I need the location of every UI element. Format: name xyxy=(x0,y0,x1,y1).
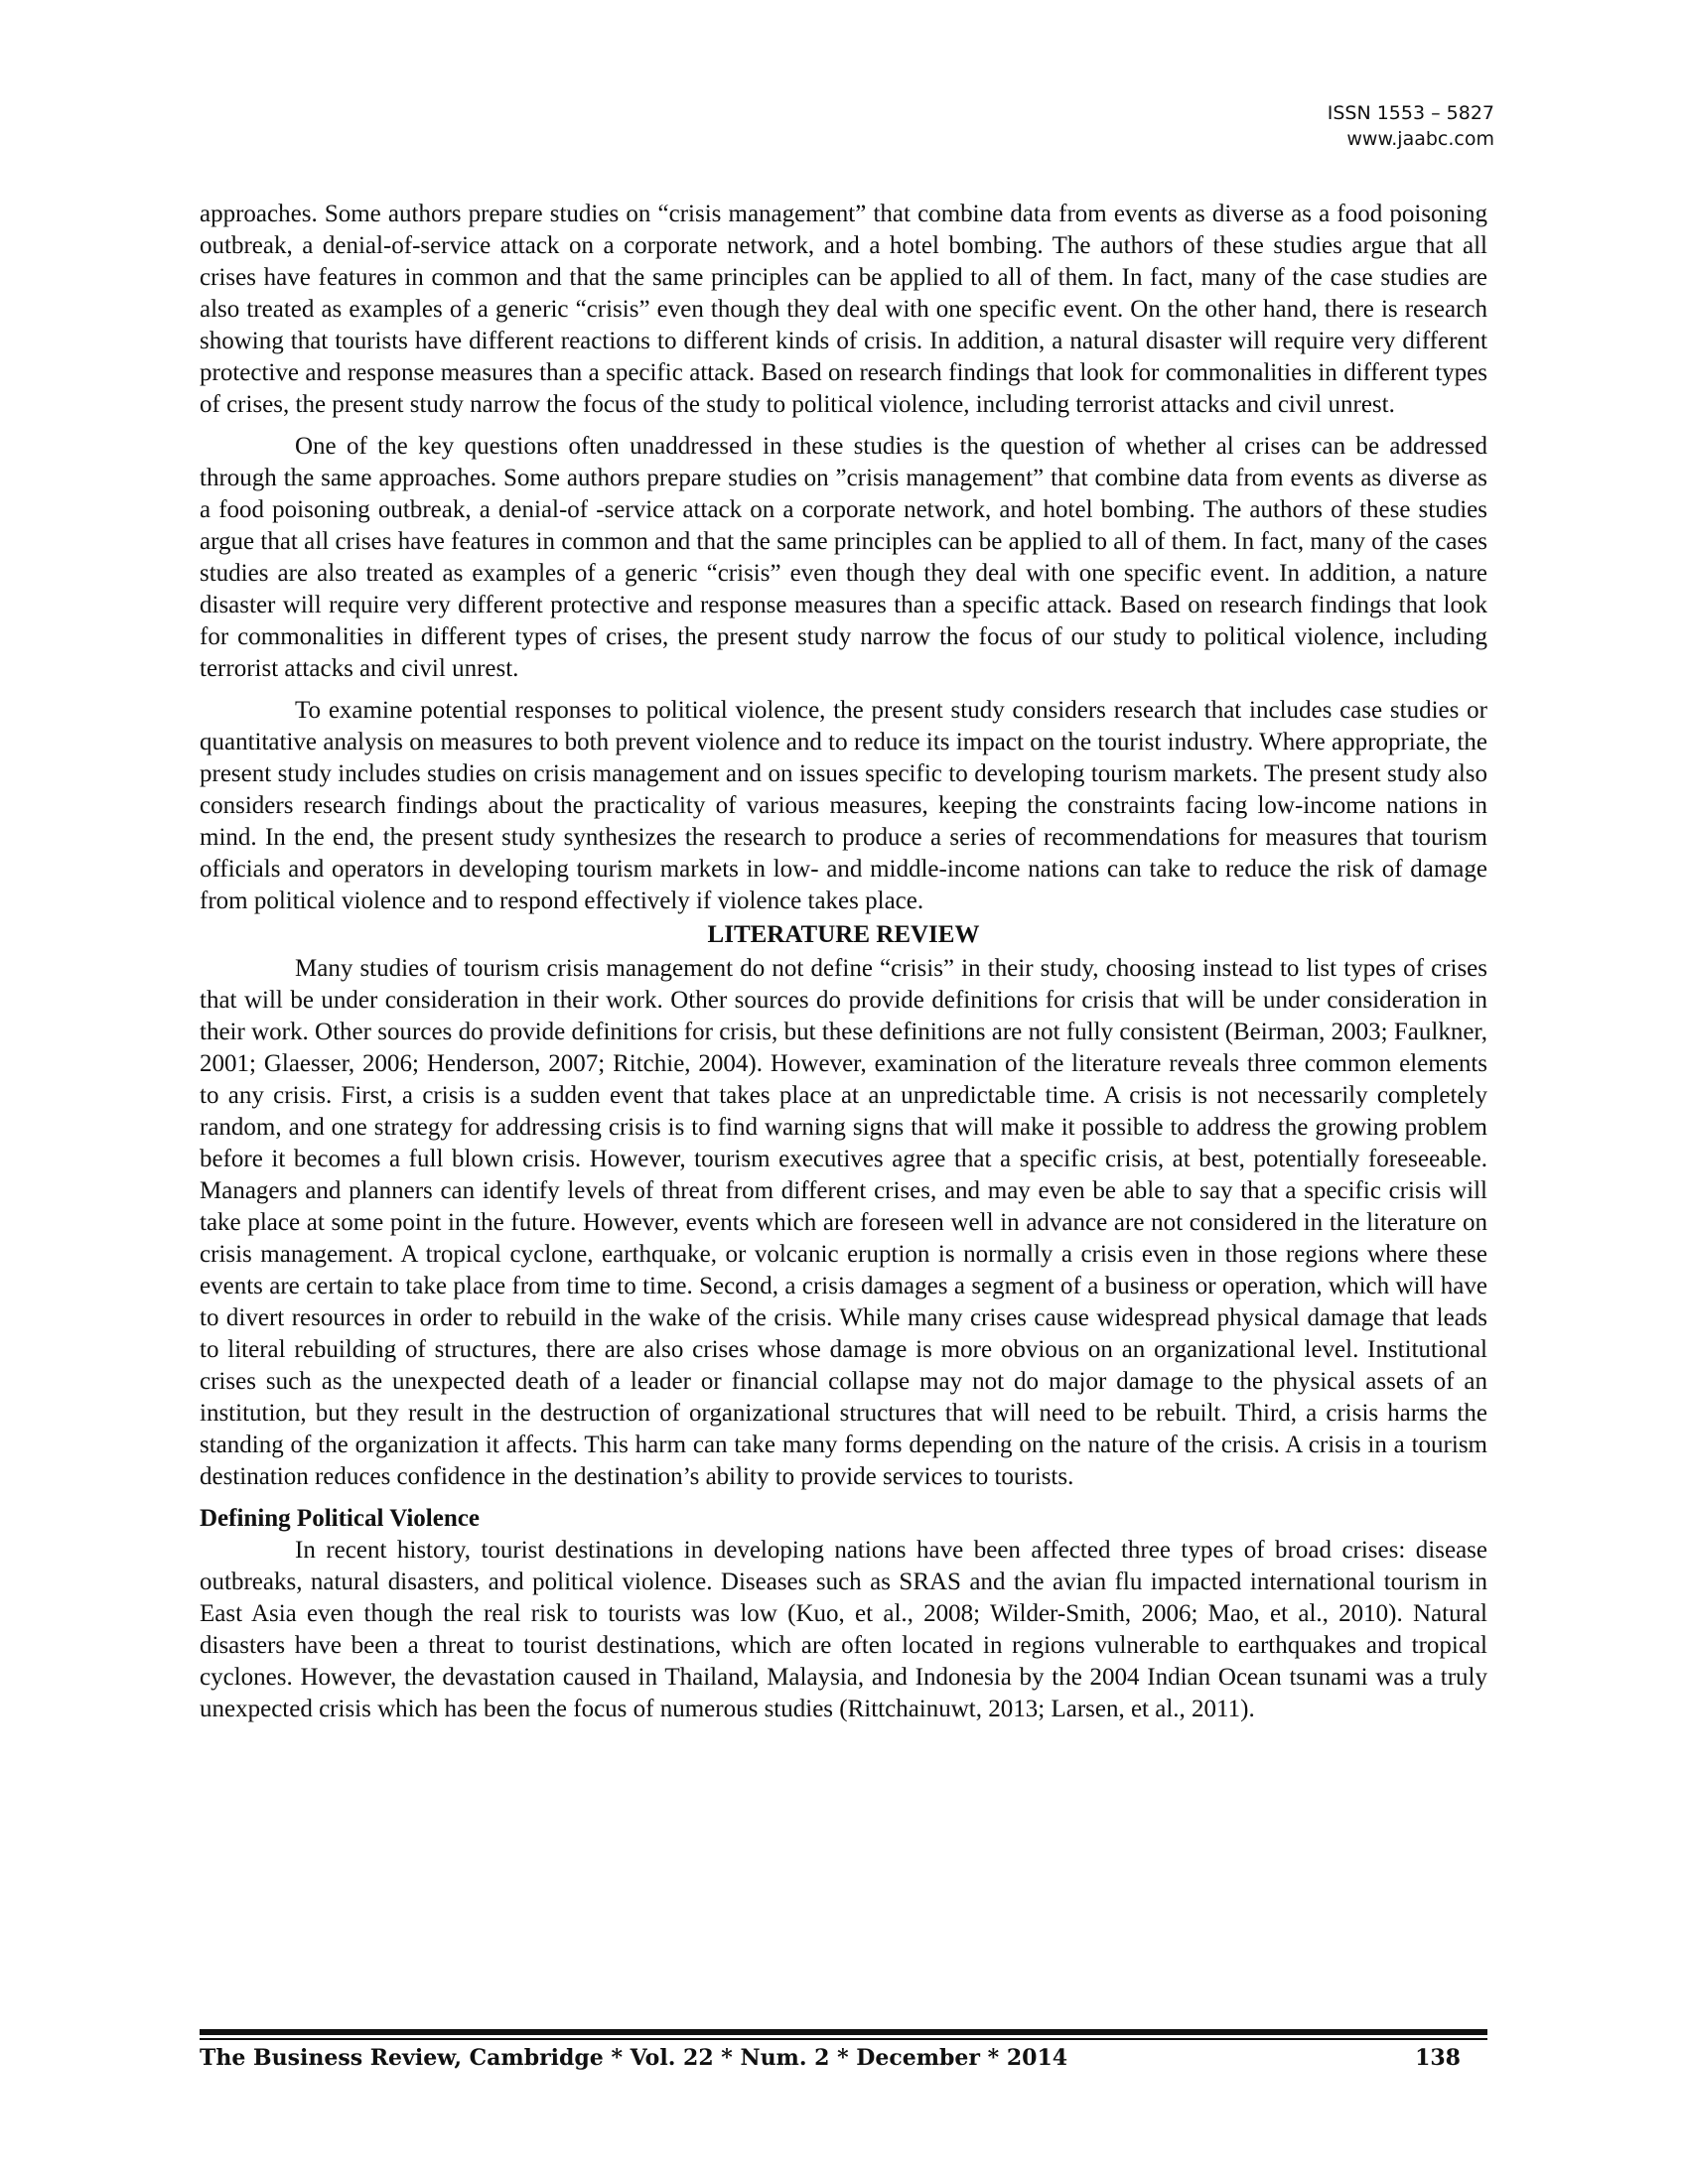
page-footer xyxy=(200,2045,1461,2071)
running-header xyxy=(1328,100,1494,152)
page-number: 138 xyxy=(1415,2045,1461,2071)
paragraph-key-questions: One of the key questions often unaddressed in these studies is the question of whether al crises can be addressed through the same approaches. Some authors prepare studies on ”crisis management” that combine data from events as diverse as a food poisoning outbreak, a denial-of -service attack on a corporate network, and hotel bombing. The authors of these studies argue that all crises have features in common and that the same principles can be applied to all of them. In fact, many of the cases studies are also treated as examples of a generic “crisis” even though they deal with one specific event. In addition, a nature disaster will require very different protective and response measures than a specific attack. Based on research findings that look for commonalities in different types of crises, the present study narrow the focus of our study to political violence, including terrorist attacks and civil unrest. xyxy=(200,433,1487,682)
footer-rule-thin xyxy=(200,2038,1487,2040)
paragraph-literature-review: Many studies of tourism crisis management do not define “crisis” in their study, choosing instead to list types of crises that will be under consideration in their work. Other sources do provide definitions for crisis that will be under consideration in their work. Other sources do provide definitions for crisis, but these definitions are not fully consistent (Beirman, 2003; Faulkner, 2001; Glaesser, 2006; Henderson, 2007; Ritchie, 2004). However, examination of the literature reveals three common elements to any crisis. First, a crisis is a sudden event that takes place at an unpredictable time. A crisis is not necessarily completely random, and one strategy for addressing crisis is to find warning signs that will make it possible to address the growing problem before it becomes a full blown crisis. However, tourism executives agree that a specific crisis, at best, potentially foreseeable. Managers and planners can identify levels of threat from different crises, and may even be able to say that a specific crisis will take place at some point in the future. However, events which are foreseen well in advance are not considered in the literature on crisis management. A tropical cyclone, earthquake, or volcanic eruption is normally a crisis even in those regions where these events are certain to take place from time to time. Second, a crisis damages a segment of a business or operation, which will have to divert resources in order to rebuild in the wake of the crisis. While many crises cause widespread physical damage that leads to literal rebuilding of structures, there are also crises whose damage is more obvious on an organizational level. Institutional crises such as the unexpected death of a leader or financial collapse may not do major damage to the physical assets of an institution, but they result in the destruction of organizational structures that will need to be rebuilt. Third, a crisis harms the standing of the organization it affects. This harm can take many forms depending on the nature of the crisis. A crisis in a tourism destination reduces confidence in the destination’s ability to provide services to tourists. xyxy=(200,955,1487,1490)
paragraph-examine-responses: To examine potential responses to political violence, the present study considers research that includes case studies or quantitative analysis on measures to both prevent violence and to reduce its impact on the tourist industry. Where appropriate, the present study includes studies on crisis management and on issues specific to developing tourism markets. The present study also considers research findings about the practicality of various measures, keeping the constraints facing low-income nations in mind. In the end, the present study synthesizes the research to produce a series of recommendations for measures that tourism officials and operators in developing tourism markets in low- and middle-income nations can take to reduce the risk of damage from political violence and to respond effectively if violence takes place. xyxy=(200,697,1487,914)
issn-text: ISSN 1553 – 5827 xyxy=(1327,102,1494,124)
paragraph-political-violence: In recent history, tourist destinations in developing nations have been affected three types of broad crises: disease outbreaks, natural disasters, and political violence. Diseases such as SRAS and the avian flu impacted international tourism in East Asia even though the real risk to tourists was low (Kuo, et al., 2008; Wilder-Smith, 2006; Mao, et al., 2010). Natural disasters have been a threat to tourist destinations, which are often located in regions vulnerable to earthquakes and tropical cyclones. However, the devastation caused in Thailand, Malaysia, and Indonesia by the 2004 Indian Ocean tsunami was a truly unexpected crisis which has been the focus of numerous studies (Rittchainuwt, 2013; Larsen, et al., 2011). xyxy=(200,1537,1487,1722)
journal-citation: The Business Review, Cambridge * Vol. 22 * Num. 2 * December * 2014 xyxy=(200,2045,1068,2071)
body-text xyxy=(200,199,1487,1735)
paragraph-continued: approaches. Some authors prepare studies on “crisis management” that combine data from events as diverse as a food poisoning outbreak, a denial-of-service attack on a corporate network, and a hotel bombing. The authors of these studies argue that all crises have features in common and that the same principles can be applied to all of them. In fact, many of the case studies are also treated as examples of a generic “crisis” even though they deal with one specific event. On the other hand, there is research showing that tourists have different reactions to different kinds of crisis. In addition, a natural disaster will require very different protective and response measures than a specific attack. Based on research findings that look for commonalities in different types of crises, the present study narrow the focus of the study to political violence, including terrorist attacks and civil unrest. xyxy=(200,201,1487,418)
defining-political-violence-heading: Defining Political Violence xyxy=(200,1505,480,1532)
literature-review-heading: LITERATURE REVIEW xyxy=(707,921,980,948)
website-text: www.jaabc.com xyxy=(1346,128,1494,150)
footer-rule-thick xyxy=(200,2029,1487,2035)
